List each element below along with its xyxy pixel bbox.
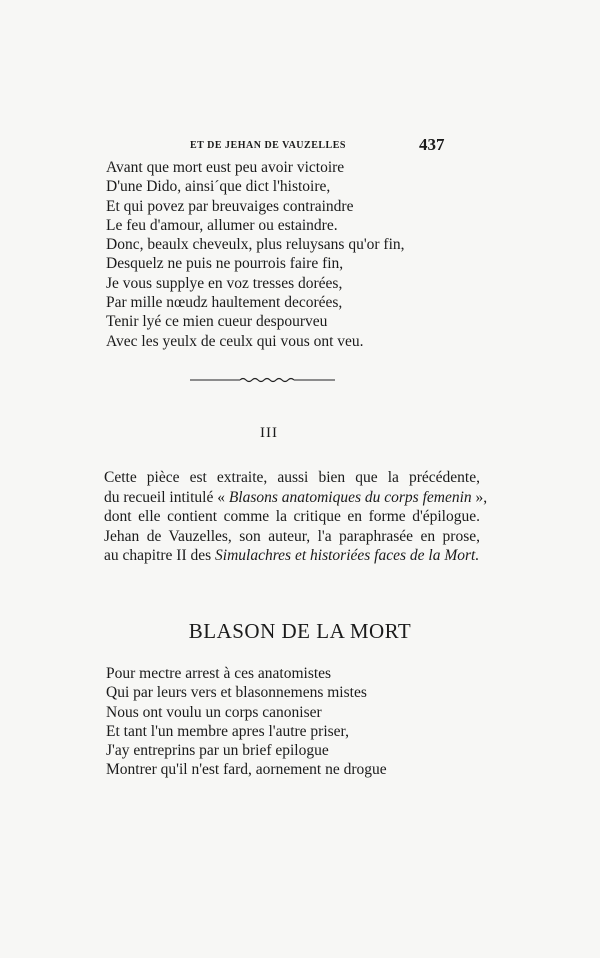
prose-text: au chapitre II des bbox=[104, 547, 216, 565]
verse-line: Avec les yeulx de ceulx qui vous ont veu. bbox=[106, 332, 364, 350]
running-title: ET DE JEHAN DE VAUZELLES bbox=[190, 140, 346, 151]
prose-italic-title: Blasons anatomiques du corps femenin bbox=[228, 488, 472, 506]
prose-paragraph bbox=[104, 468, 488, 566]
prose-italic-title: Simulachres et historiées faces de la Mort. bbox=[215, 547, 480, 565]
page-number: 437 bbox=[419, 135, 445, 154]
verse-line: Et qui povez par breuvaiges contraindre bbox=[106, 197, 354, 215]
poem-line: Et tant l'un membre apres l'autre priser, bbox=[106, 722, 349, 740]
prose-text: Cette pièce est extraite, aussi bien que la précédente, bbox=[104, 469, 480, 486]
verse-line: Tenir lyé ce mien cueur despourveu bbox=[106, 313, 328, 331]
prose-line: Jehan de Vauzelles, son auteur, l'a paraphrasée en prose, bbox=[104, 527, 480, 545]
poem-line: Qui par leurs vers et blasonnemens mistes bbox=[106, 684, 367, 702]
poem-line: Montrer qu'il n'est fard, aornement ne drogue bbox=[106, 761, 387, 779]
poem-line: Nous ont voulu un corps canoniser bbox=[106, 703, 322, 721]
verse-line: Je vous supplye en voz tresses dorées, bbox=[106, 274, 343, 292]
section-numeral: III bbox=[260, 425, 278, 441]
poem-stanza bbox=[106, 664, 387, 780]
verse-line: Avant que mort eust peu avoir victoire bbox=[106, 159, 345, 176]
prose-line bbox=[104, 546, 480, 566]
prose-line bbox=[104, 488, 488, 508]
poem-line: Pour mectre arrest à ces anatomistes bbox=[106, 665, 332, 682]
poem-line: J'ay entreprins par un brief epilogue bbox=[106, 742, 329, 760]
verse-stanza bbox=[106, 158, 405, 351]
prose-line bbox=[104, 468, 480, 488]
verse-line: Desquelz ne puis ne pourrois faire fin, bbox=[106, 255, 344, 273]
verse-line: Le feu d'amour, allumer ou estaindre. bbox=[106, 216, 338, 234]
prose-text: du recueil intitulé « bbox=[104, 488, 229, 506]
prose-line: dont elle contient comme la critique en forme d'épilogue. bbox=[104, 508, 480, 526]
verse-line: Donc, beaulx cheveulx, plus reluysans qu'or fin, bbox=[106, 236, 405, 254]
poem-title: BLASON DE LA MORT bbox=[188, 619, 412, 643]
verse-line: Par mille nœudz haultement decorées, bbox=[106, 294, 343, 312]
prose-text: », bbox=[471, 488, 488, 506]
verse-line: D'une Dido, ainsi´que dict l'histoire, bbox=[106, 178, 331, 196]
ornamental-divider bbox=[190, 377, 335, 383]
